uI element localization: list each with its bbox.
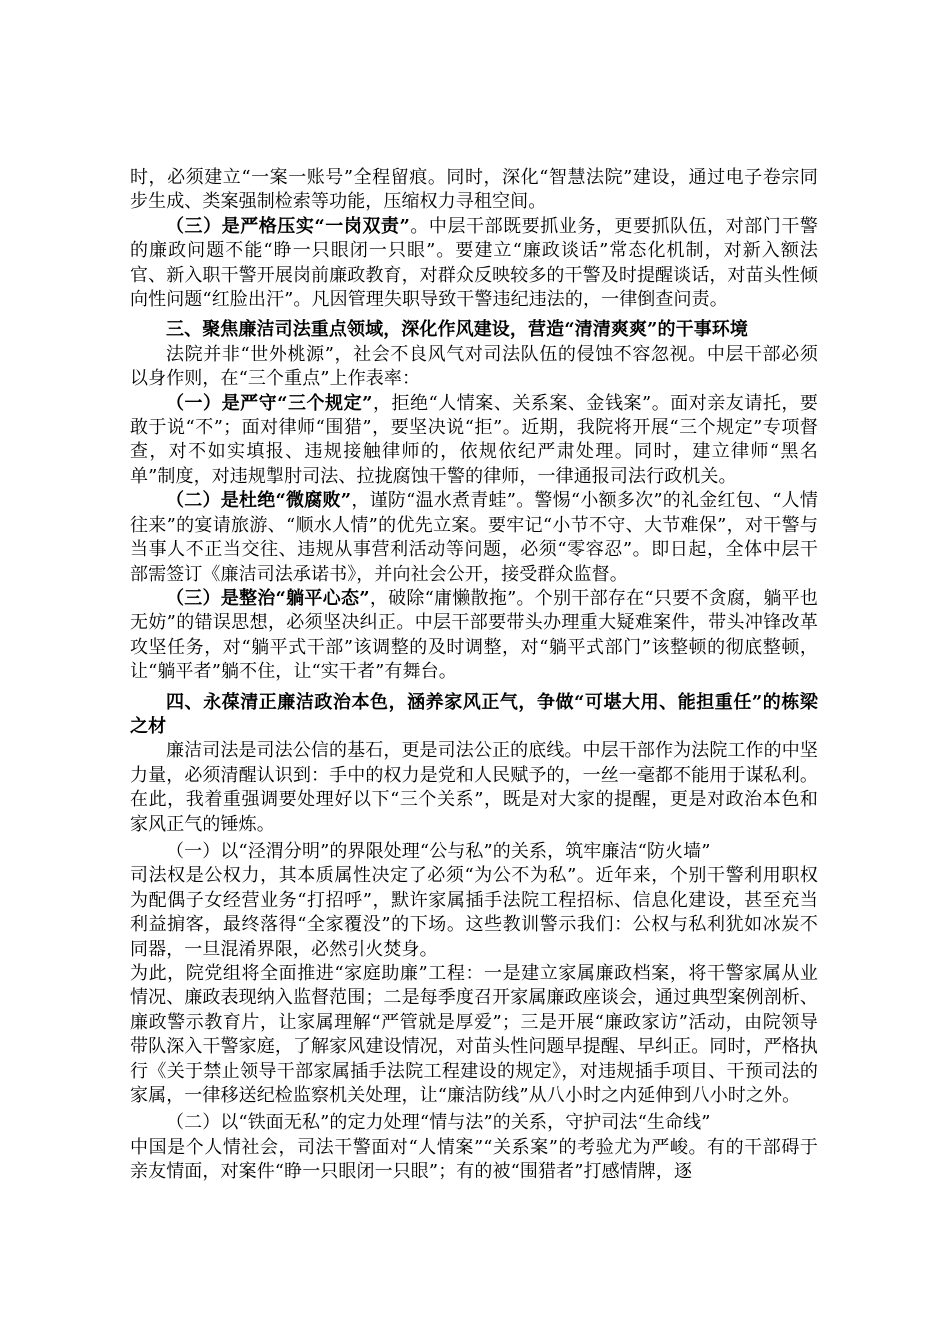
paragraph-body: ，拒绝“人情案、关系案、金钱案”。面对亲友请托，要敢于说“不”；面对律师“围猎”，要坚决说“拒”。近期，我院将开展“三个规定”专项督查，对不如实填报、违规接触律师的，依规依纪严肃处理。同时，建立律师“黑名单”制度，对违规掣肘司法、拉拢腐蚀干警的律师，一律通报司法行政机关。	[130, 392, 818, 487]
paragraph: 司法权是公权力，其本质属性决定了必须“为公不为私”。近年来，个别干警利用职权为配偶子女经营业务“打招呼”，默许家属插手法院工程招标、信息化建设，甚至充当利益掮客，最终落得“全家覆没”的下场。这些教训警示我们：公权与私利犹如冰炭不同器，一旦混淆界限，必然引火焚身。	[130, 865, 818, 960]
document-page	[130, 166, 818, 1185]
section-heading: 四、永葆清正廉洁政治本色，涵养家风正气，争做“可堪大用、能担重任”的栋梁之材	[130, 691, 818, 737]
paragraph	[130, 215, 818, 313]
paragraph-lead: （二）是杜绝“微腐败”	[166, 490, 352, 512]
paragraph-body: ，谨防“温水煮青蛙”。警惕“小额多次”的礼金红包、“人情往来”的宴请旅游、“顺水人情”的优先立案。要牢记“小节不守、大节难保”，对干警与当事人不正当交往、违规从事营利活动等问题，必须“零容忍”。即日起，全体中层干部需签订《廉洁司法承诺书》，并向社会公开，接受群众监督。	[130, 490, 819, 585]
paragraph: 为此，院党组将全面推进“家庭助廉”工程：一是建立家属廉政档案，将干警家属从业情况、廉政表现纳入监督范围；二是每季度召开家属廉政座谈会，通过典型案例剖析、廉政警示教育片，让家属理解“严管就是厚爱”；三是开展“廉政家访”活动，由院领导带队深入干警家庭，了解家风建设情况，对苗头性问题早提醒、早纠正。同时，严格执行《关于禁止领导干部家属插手法院工程建设的规定》，对违规插手项目、干预司法的家属，一律移送纪检监察机关处理，让“廉洁防线”从八小时之内延伸到八小时之外。	[130, 963, 818, 1107]
section-heading: 三、聚焦廉洁司法重点领域，深化作风建设，营造“清清爽爽”的干事环境	[166, 319, 749, 341]
paragraph	[130, 587, 818, 685]
paragraph-body: ，破除“庸懒散拖”。个别干部存在“只要不贪腐，躺平也无妨”的错误思想，必须坚决纠正。中层干部要带头办理重大疑难案件，带头冲锋改革攻坚任务，对“躺平式干部”该调整的及时调整，对“躺平式部门”该整顿的彻底整顿，让“躺平者”躺不住，让“实干者”有舞台。	[130, 587, 818, 683]
paragraph-lead: （三）是严格压实“一岗双责”	[166, 215, 410, 237]
paragraph-lead: （三）是整治“躺平心态”	[166, 587, 370, 609]
paragraph: 时，必须建立“一案一账号”全程留痕。同时，深化“智慧法院”建设，通过电子卷宗同步生成、类案强制检索等功能，压缩权力寻租空间。	[130, 167, 818, 213]
subsection-heading: （二）以“铁面无私”的定力处理“情与法”的关系，守护司法“生命线”	[166, 1112, 711, 1134]
paragraph-body: 。中层干部既要抓业务，更要抓队伍，对部门干警的廉政问题不能“睁一只眼闭一只眼”。要建立“廉政谈话”常态化机制，对新入额法官、新入职干警开展岗前廉政教育，对群众反映较多的干警及时提醒谈话，对苗头性倾向性问题“红脸出汗”。凡因管理失职导致干警违纪违法的，一律倒查问责。	[130, 215, 818, 311]
paragraph: 法院并非“世外桃源”，社会不良风气对司法队伍的侵蚀不容忽视。中层干部必须以身作则，在“三个重点”上作表率：	[130, 343, 818, 390]
paragraph: 中国是个人情社会，司法干警面对“人情案”“关系案”的考验尤为严峻。有的干部碍于亲友情面，对案件“睁一只眼闭一只眼”；有的被“围猎者”打感情牌，逐	[130, 1136, 818, 1183]
paragraph-lead: （一）是严守“三个规定”	[166, 392, 373, 414]
paragraph: 廉洁司法是司法公信的基石，更是司法公正的底线。中层干部作为法院工作的中坚力量，必须清醒认识到：手中的权力是党和人民赋予的，一丝一毫都不能用于谋私利。在此，我着重强调要处理好以下“三个关系”，既是对大家的提醒，更是对政治本色和家风正气的锤炼。	[130, 740, 818, 835]
paragraph	[130, 392, 818, 490]
paragraph	[130, 489, 818, 587]
subsection-heading: （一）以“泾渭分明”的界限处理“公与私”的关系，筑牢廉洁“防火墙”	[166, 840, 711, 862]
